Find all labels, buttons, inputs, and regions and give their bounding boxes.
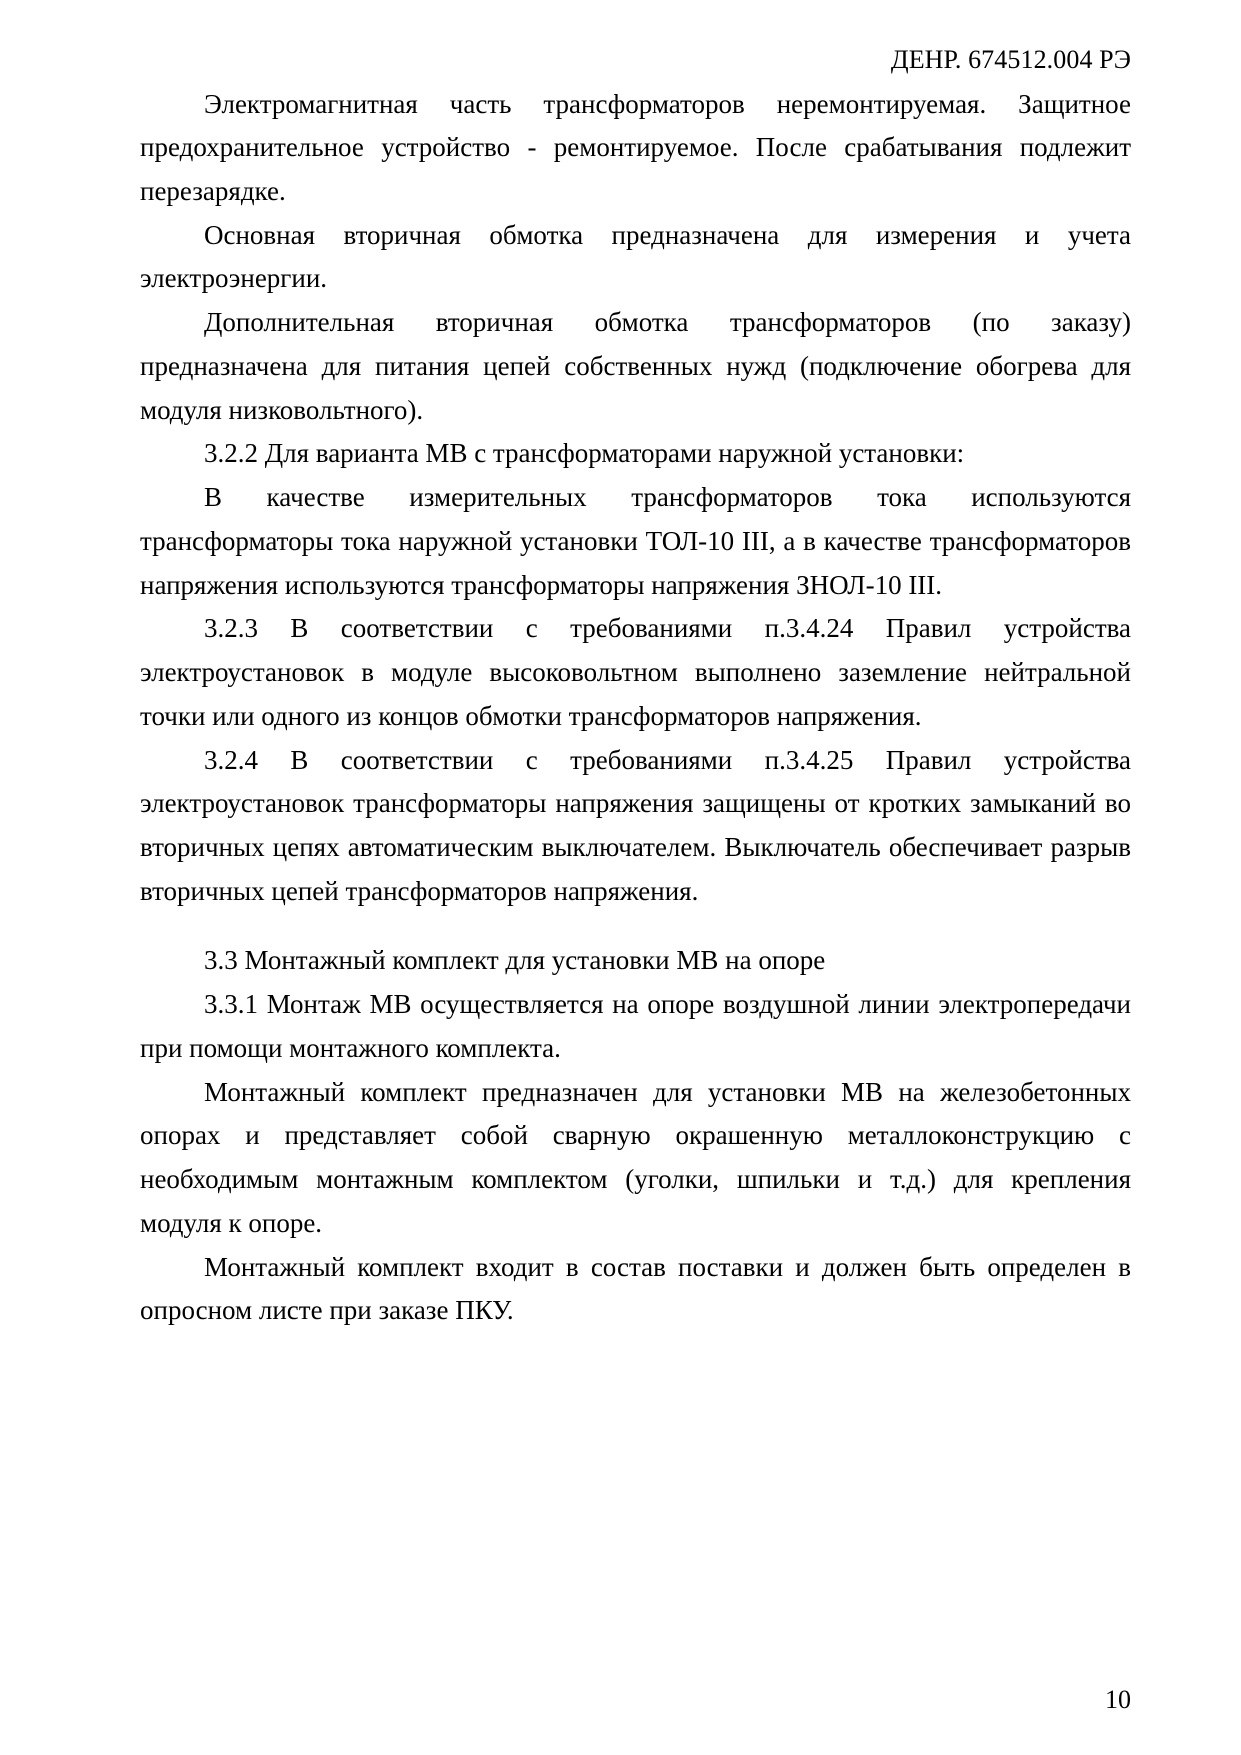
document-header: ДЕНР. 674512.004 РЭ xyxy=(890,45,1131,74)
paragraph-spacer xyxy=(140,913,1131,939)
paragraph: Электромагнитная часть трансформаторов неремонтируемая. Защитное предохранительное устройство - ремонтируемое. После срабатывания подлежит перезарядке. xyxy=(140,88,1131,206)
paragraph: 3.2.3 В соответствии с требованиями п.3.4.24 Правил устройства электроустановок в модуле высоковольтном выполнено заземление нейтральной точки или одного из концов обмотки трансформаторов напряжения. xyxy=(140,613,1131,731)
paragraph: Монтажный комплект входит в состав поставки и должен быть определен в опросном листе при заказе ПКУ. xyxy=(140,1251,1131,1326)
paragraph: 3.2.4 В соответствии с требованиями п.3.4.25 Правил устройства электроустановок трансформаторы напряжения защищены от кротких замыканий во вторичных цепях автоматическим выключателем. Выключатель обеспечивает разрыв вторичных цепей трансформаторов напряжения. xyxy=(140,744,1131,906)
paragraph: Монтажный комплект предназначен для установки МВ на железобетонных опорах и представляет собой сварную окрашенную металлоконструкцию с необходимым монтажным комплектом (уголки, шпильки и т.д.) для крепления модуля к опоре. xyxy=(140,1076,1131,1238)
paragraph: Дополнительная вторичная обмотка трансформаторов (по заказу) предназначена для питания цепей собственных нужд (подключение обогрева для модуля низковольтного). xyxy=(140,307,1131,425)
section-heading-3-2-2: 3.2.2 Для варианта МВ с трансформаторами наружной установки: xyxy=(204,438,965,469)
paragraph: 3.3.1 Монтаж МВ осуществляется на опоре воздушной линии электропередачи при помощи монтажного комплекта. xyxy=(140,989,1131,1063)
paragraph: Основная вторичная обмотка предназначена для измерения и учета электроэнергии. xyxy=(140,219,1131,294)
paragraph: В качестве измерительных трансформаторов тока используются трансформаторы тока наружной установки ТОЛ-10 III, а в качестве трансформаторов напряжения используются трансформаторы напряжения ЗНОЛ-10 III. xyxy=(140,482,1131,600)
page-number: 10 xyxy=(1105,1685,1131,1714)
section-heading-3-3: 3.3 Монтажный комплект для установки МВ на опоре xyxy=(204,945,826,976)
